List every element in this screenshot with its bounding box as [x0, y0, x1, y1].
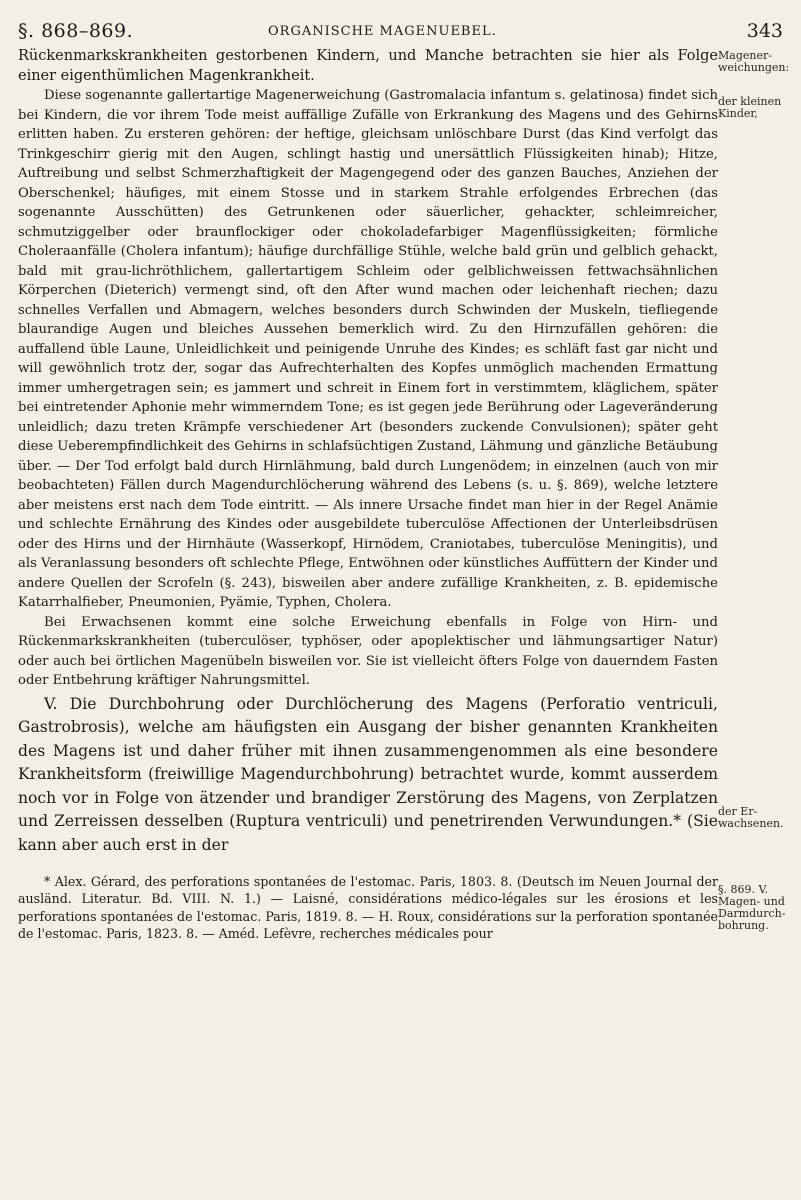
section-reference: §. 868–869.: [18, 20, 134, 42]
paragraph-erwachsene: Bei Erwachsenen kommt eine solche Erweichung ebenfalls in Folge von Hirn- und Rückenmarkskrankheiten (tuberculöser, typhöser, oder apoplektischer und lähmungsartiger Natur) oder auch bei örtlichen Magenübeln bisweilen vor. Sie ist vielleicht öfters Folge von dauerndem Fasten oder Entbehrung kräftiger Nahrungsmittel.: [18, 614, 718, 688]
page-number: 343: [746, 20, 783, 42]
paragraph-gastromalacia: Diese sogenannte gallertartige Magenerweichung (Gastromalacia infantum s. gelatinosa) findet sich bei Kindern, die vor ihrem Tode meist auffällige Zufälle von Erkrankung des Magens und des Gehirns erlitten haben. Zu ersteren gehören: der heftige, gleichsam unlöschbare Durst (das Kind verfolgt das Trinkgeschirr gierig mit den Augen, schlingt hastig und unersättlich Flüssigkeiten hinab); Hitze, Auftreibung und selbst Schmerzhaftigkeit der Magengegend oder des ganzen Bauches, Anziehen der Oberschenkel; häufiges, mit einem Stosse und in starkem Strahle erfolgendes Erbrechen (das sogenannte Ausschütten) des Getrunkenen oder säuerlicher, gehackter, schleimreicher, schmutziggelber oder braunflockiger oder chokoladefarbiger Magenflüssigkeiten; förmliche Choleraanfälle (Cholera infantum); häufige durchfällige Stühle, welche bald grün und gelblich gehackt, bald mit grau-lichröthlichem, gallertartigem Schleim oder gelblichweissen fettwachsähnlichen Körperchen (Dieterich) vermengt sind, oft den After wund machen oder leichenhaft riechen; dazu schnelles Verfallen und Abmagern, welches besonders durch Schwinden der Muskeln, tiefliegende blaurandige Augen und bleiches Aussehen bemerklich wird. Zu den Hirnzufällen gehören: die auffallend üble Laune, Unleidlichkeit und peinigende Unruhe des Kindes; es schläft fast gar nicht und will gewöhnlich trotz der, sogar das Aufrechterhalten des Kopfes unmöglich machenden Ermattung immer umhergetragen sein; es jammert und schreit in Einem fort in verstimmtem, kläglichem, später bei eintretender Aphonie mehr wimmerndem Tone; es ist gegen jede Berührung oder Lageveränderung unleidlich; dazu treten Krämpfe verschiedener Art (besonders zuckende Convulsionen); später geht diese Ueberempfindlichkeit des Gehirns in schlafsüchtigen Zustand, Lähmung und gänzliche Betäubung über. — Der Tod erfolgt bald durch Hirnlähmung, bald durch Lungenödem; in einzelnen (auch von mir beobachteten) Fällen durch Magendurchlöcherung während des Lebens (s. u. §. 869), welche letztere aber meistens erst nach dem Tode eintritt. — Als innere Ursache findet man hier in der Regel Anämie und schlechte Ernährung des Kindes oder ausgebildete tuberculöse Affectionen der Unterleibsdrüsen oder des Hirns und der Hirnhäute (Wasserkopf, Hirnödem, Craniotabes, tuberculöse Meningitis), und als Veranlassung besonders oft schlechte Pflege, Entwöhnen oder künstliches Auffüttern der Kinder und andere Quellen der Scrofeln (§. 243), bisweilen aber andere zufällige Krankheiten, z. B. epidemische Katarrhalfieber, Pneumonien, Pyämie, Typhen, Cholera.: [18, 88, 718, 610]
paragraph-intro: Rückenmarkskrankheiten gestorbenen Kindern, und Manche betrachten sie hier als Folge einer eigenthümlichen Magenkrankheit.: [18, 48, 718, 84]
page-header: [18, 10, 783, 46]
margin-note-durchbohrung: §. 869. V. Magen- und Darmdurch-bohrung.: [718, 883, 786, 932]
margin-note-kinder: der kleinen Kinder,: [718, 95, 782, 120]
margin-note-magenerweichungen: Magener-weichungen:: [718, 49, 790, 74]
main-text: [18, 46, 790, 943]
margin-note-erwachsenen: der Er-wachsenen.: [718, 805, 784, 830]
footnote: * Alex. Gérard, des perforations spontanées de l'estomac. Paris, 1803. 8. (Deutsch im Neuen Journal der ausländ. Literatur. Bd. VIII. N. 1.) — Laisné, considérations médico-légales sur les érosions et les perforations spontanées de l'estomac. Paris, 1819. 8. — H. Roux, considérations sur la perforation spontanée de l'estomac. Paris, 1823. 8. — Améd. Lefèvre, recherches médicales pour: [18, 873, 718, 942]
section-v-perforation: V. Die Durchbohrung oder Durchlöcherung des Magens (Perforatio ventriculi, Gastrobrosis), welche am häufigsten ein Ausgang der bisher genannten Krankheiten des Magens ist und daher früher mit ihnen zusammengenommen als eine besondere Krankheitsform (freiwillige Magendurchbohrung) betrachtet wurde, kommt ausserdem noch vor in Folge von ätzender und brandiger Zerstörung des Magens, von Zerplatzen und Zerreissen desselben (Ruptura ventriculi) und penetrirenden Verwundungen.* (Sie kann aber auch erst in der: [18, 694, 718, 854]
running-title: ORGANISCHE MAGENUEBEL.: [268, 24, 497, 39]
book-page: [18, 10, 790, 1190]
